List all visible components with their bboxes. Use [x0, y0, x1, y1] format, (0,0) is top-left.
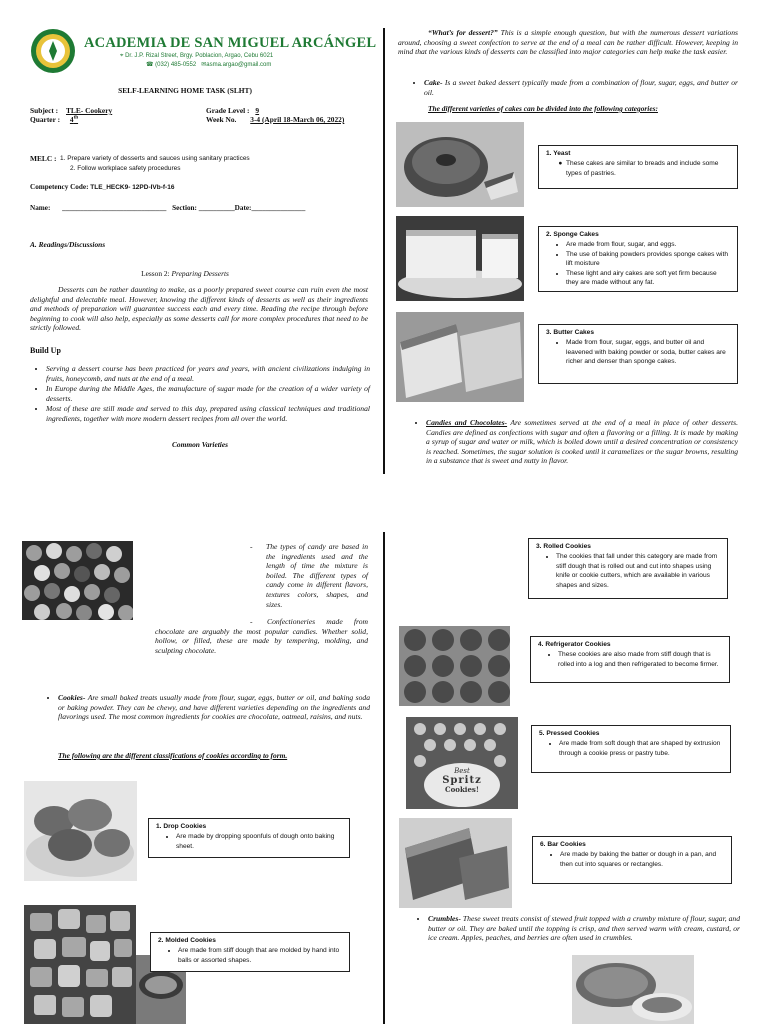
build-up-bullet: • Most of these are still made and served to this day, prepared using classical techniques and traditional ingredients, together with more modern dessert recipes from all over the world. [46, 404, 370, 423]
competency-label: Competency Code: [30, 183, 89, 191]
quarter-sup: th [73, 115, 79, 121]
lesson-name: Preparing Desserts [171, 269, 229, 278]
school-seal-logo [30, 28, 76, 74]
subject-label: Subject : [30, 106, 59, 115]
cookie-box-item: • Are made by baking the batter or dough in a pan, and then cut into squares or rectangles. [560, 850, 724, 869]
molded-cookies-image [24, 905, 136, 1024]
cake-definition [410, 78, 738, 98]
confection-text: Confectioneries made from chocolate are arguably the most popular candies. Whether solid, hollow, or filled, these are made by tempering, molding, and sculpting chocolate. [155, 617, 368, 655]
cake-box-title: 2. Sponge Cakes [546, 231, 599, 238]
butter-cake-image [396, 312, 524, 402]
quarter-row [30, 115, 78, 124]
crumbles-text: These sweet treats consist of stewed fruit topped with a crumby mixture of flour, sugar, and butter or oil. They are baked until the topping is crisp, and then served warm with cream, custard, or ice cream. Apples, peaches, and berries are often used in crumbles. [428, 914, 740, 943]
cake-box-item: • The use of baking powders provides sponge cakes with lift moisture [566, 250, 730, 269]
bundt-cake-image [396, 122, 524, 207]
cookie-box-molded [150, 932, 350, 972]
grade-value: 9 [255, 106, 260, 115]
competency-row [30, 183, 174, 191]
week-label: Week No. [206, 115, 237, 124]
readings-heading: A. Readings/Discussions [30, 240, 106, 249]
cookie-box-title: 3. Rolled Cookies [536, 543, 591, 550]
cake-box-sponge [538, 226, 738, 292]
name-row [30, 204, 305, 212]
spritz-label-line1: Best [454, 767, 470, 775]
cake-box-butter [538, 324, 738, 384]
grade-row [206, 106, 259, 115]
cookie-box-item: • Are made from soft dough that are shaped by extrusion through a cookie press or pastry tube. [559, 739, 723, 758]
cake-box-item: • Are made from flour, sugar, and eggs. [566, 240, 730, 249]
quarter-value: 4 [69, 115, 74, 124]
cookie-box-title: 2. Molded Cookies [158, 937, 216, 944]
cookies-text: Are small baked treats usually made from flour, sugar, eggs, butter or oil, and baking soda or baking powder. They can be chewy, and have different varieties depending on the ingredients and flavorings used. The most common ingredients for cookies are chocolate, oatmeal, raisins, and nuts. [58, 693, 370, 722]
melc-item: 2. Follow workplace safety procedures [70, 165, 181, 172]
week-value: 3-4 (April 18-March 06, 2022) [250, 115, 345, 124]
quarter-label: Quarter : [30, 115, 61, 124]
school-phone: (032) 485-0552 [155, 62, 197, 68]
competency-value: TLE_HECK9- 12PD-IVb-f-16 [90, 184, 175, 191]
cake-box-title: 1. Yeast [546, 150, 571, 157]
cake-text: Is a sweet baked dessert typically made from a combination of flour, sugar, eggs, and butter or oil. [424, 78, 738, 97]
cake-box-item: • Made from flour, sugar, eggs, and butter oil and leavened with baking powder or soda, butter cakes are richer and denser than sponge cakes. [566, 338, 730, 366]
spritz-label-line3: Cookies! [445, 785, 479, 794]
school-name: ACADEMIA DE SAN MIGUEL ARCÁNGEL [84, 35, 377, 51]
cookies-definition [44, 693, 370, 723]
dessert-question-text: This is a simple enough question, but with the numerous dessert variations around, choosing a sweet confection to serve at the end of a meal can be rather difficult. However, keeping in mind that the various kinds of desserts can be classified into major categories can help make the task easier. [398, 28, 738, 57]
melc-label: MELC : [30, 154, 57, 163]
section-label: Section: [172, 204, 197, 212]
cookie-box-title: 6. Bar Cookies [540, 841, 586, 848]
candies-definition [412, 418, 738, 467]
crumbles-term: Crumbles- [428, 914, 461, 923]
common-varieties-heading: Common Varieties [171, 440, 229, 449]
cookie-box-pressed [531, 725, 731, 773]
school-header [28, 28, 377, 74]
cake-categories-heading: The different varieties of cakes can be divided into the following categories: [428, 104, 658, 113]
cookie-box-rolled [528, 538, 728, 599]
phone-icon: ☎ [146, 62, 154, 68]
melc-list [60, 154, 250, 174]
cake-box-yeast [538, 145, 738, 189]
lesson-prefix: Lesson 2: [141, 269, 170, 278]
melc-block [30, 154, 56, 163]
date-label: Date: [234, 204, 252, 212]
dessert-question: “What’s for dessert?” [428, 28, 498, 37]
date-blank[interactable]: _______________ [251, 204, 306, 212]
candies-text: Are sometimes served at the end of a meal in place of other desserts. Candies are defined as confections with sugar and often a flavoring or a filling. It is made by making a syrup of sugar and water or milk, which is boiled down until a desired concentration or consistency is reached. Sometimes, the sugar solution is cooked until it caramelizes or the sugar browns, resulting in a substance that is sweet and nutty in flavor. [426, 418, 739, 466]
dash-marker: - [250, 617, 253, 626]
cookie-box-item: • These cookies are also made from stiff dough that is rolled into a log and then refrigerated to become firmer. [558, 650, 722, 669]
cake-box-title: 3. Butter Cakes [546, 329, 595, 336]
candies-term: Candies and Chocolates- [426, 418, 508, 427]
cookie-box-title: 1. Drop Cookies [156, 823, 207, 830]
cookie-box-item: • Are made from stiff dough that are molded by hand into balls or assorted shapes. [178, 946, 342, 965]
week-row [206, 115, 344, 124]
subject-value: TLE- Cookery [65, 106, 113, 115]
build-up-bullet: • In Europe during the Middle Ages, the manufacture of sugar made for the creation of a wider variety of desserts. [46, 384, 370, 403]
envelope-icon: ✉ [201, 62, 207, 68]
build-up-bullet: • Serving a dessert course has been practiced for years and years, with ancient civilizations indulging in fruits, honeycomb, and nuts at the end of a meal. [46, 364, 370, 383]
page-divider [383, 532, 385, 1024]
section-blank[interactable]: __________ [198, 204, 235, 212]
crumble-image [572, 955, 694, 1024]
cookie-box-item: • The cookies that fall under this category are made from stiff dough that is rolled out and cut into shapes using knife or cookie cutters, which are available in various shapes and sizes. [556, 552, 720, 590]
cookie-box-item: • Are made by dropping spoonfuls of dough onto baking sheet. [176, 832, 342, 851]
subject-row [30, 106, 112, 115]
lesson-title [0, 269, 370, 278]
melc-item: 1. Prepare variety of desserts and sauces using sanitary practices [60, 155, 250, 162]
build-up-list [32, 364, 370, 425]
cookie-box-title: 4. Refrigerator Cookies [538, 641, 611, 648]
pressed-cookies-image [406, 717, 518, 809]
refrigerator-cookies-image [399, 626, 510, 706]
grade-label: Grade Level : [206, 106, 250, 115]
name-label: Name: [30, 204, 51, 212]
cake-box-item: • These light and airy cakes are soft yet firm because they are made without any fat. [566, 269, 730, 288]
cookie-box-drop [148, 818, 350, 858]
dash-marker: - [250, 542, 253, 551]
page-divider [383, 28, 385, 474]
cake-box-item: ● These cakes are similar to breads and include some types of pastries. [566, 159, 730, 178]
cookie-box-bar [532, 836, 732, 884]
pin-icon: ⌖ [120, 53, 124, 59]
bar-cookies-image [399, 818, 512, 908]
candy-image [22, 541, 133, 620]
sponge-cake-image [396, 216, 524, 301]
slht-title: SELF-LEARNING HOME TASK (SLHT) [118, 86, 252, 95]
drop-cookies-image [24, 781, 137, 881]
spritz-label-line2: Spritz [442, 775, 482, 786]
build-up-heading: Build Up [30, 346, 61, 355]
dessert-intro [398, 28, 738, 57]
cookie-classifications-heading: The following are the different classifications of cookies according to form. [58, 751, 288, 760]
cake-term: Cake- [424, 78, 443, 87]
cookie-box-title: 5. Pressed Cookies [539, 730, 600, 737]
school-address: Dr. J.P. Rizal Street, Brgy. Poblacion, Argao, Cebu 6021 [125, 53, 274, 59]
school-email: asma.argao@gmail.com [206, 62, 272, 68]
name-blank[interactable]: _____________________________ [62, 204, 167, 212]
crumbles-definition [414, 914, 740, 944]
cookie-box-refrigerator [530, 636, 730, 683]
candy-types-text: The types of candy are based in the ingredients used and the length of time the mixture is boiled. The different types of candy come in different flavors, textures colors, shapes, and sizes. [266, 542, 368, 609]
intro-paragraph: Desserts can be rather daunting to make, as a poorly prepared sweet course can ruin even the most delightful and delectable meal. However, knowing the different kinds of desserts as well as their ingredients and methods of preparation will guarantee success each and every time. Reading the recipe through before beginning to cook will also help, especially as some desserts call for more complex procedures that need to be strictly followed. [30, 285, 368, 333]
cookies-term: Cookies- [58, 693, 86, 702]
